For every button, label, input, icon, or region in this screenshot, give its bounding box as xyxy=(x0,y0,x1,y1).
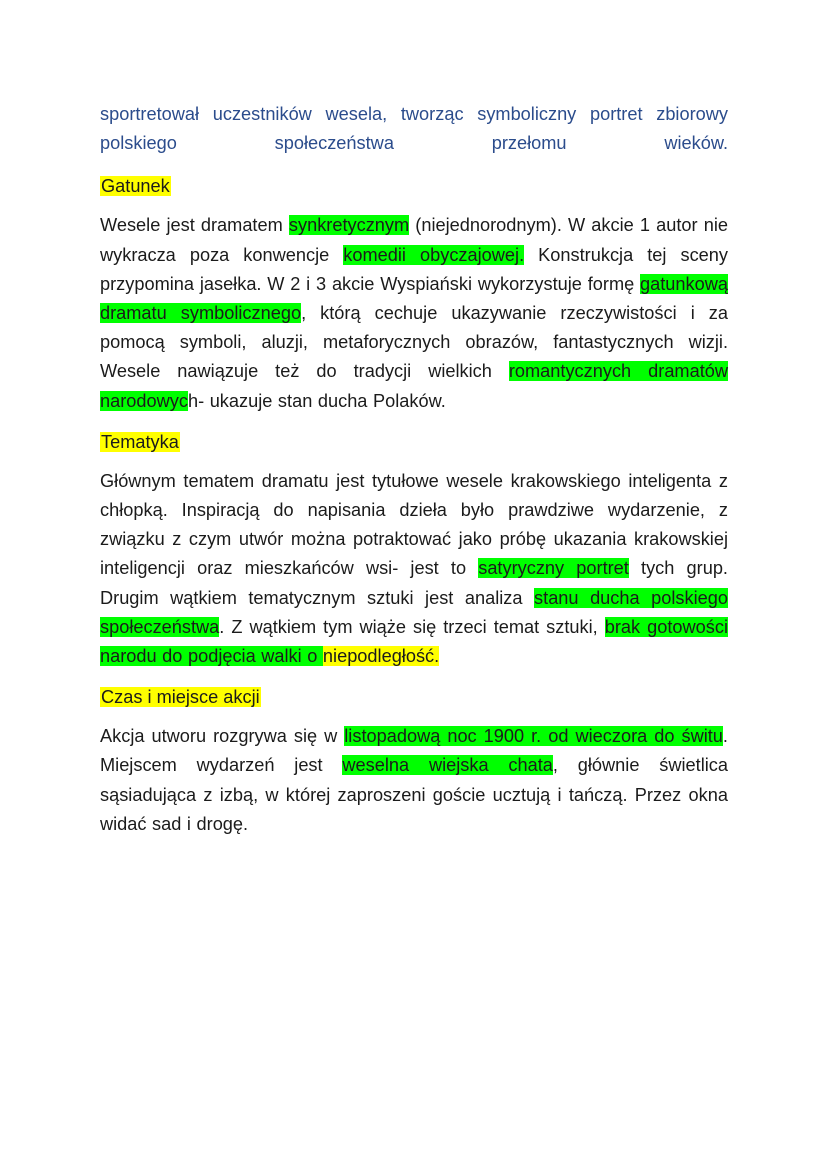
highlighted-text: komedii obyczajowej. xyxy=(343,244,525,265)
body-text: h- ukazuje stan ducha Polaków. xyxy=(187,390,446,411)
body-text: tych grup. Drugim wątkiem tematycznym sztuki jest analiza xyxy=(100,558,728,608)
highlighted-text: brak gotowości narodu do podjęcia walki o xyxy=(100,616,728,667)
section-heading: Gatunek xyxy=(101,176,170,197)
document-page xyxy=(100,100,728,839)
body-text: Konstrukcja tej sceny przypomina jasełka. W 2 i 3 akcie Wyspiański wykorzystuje formę xyxy=(100,244,728,294)
body-text: . Z wątkiem tym wiąże się trzeci temat sztuki, xyxy=(219,616,605,637)
highlighted-text: gatunkową dramatu symbolicznego xyxy=(100,273,728,324)
body-text: Akcja utworu rozgrywa się w xyxy=(100,726,345,747)
highlighted-text: weselna wiejska chata xyxy=(342,755,553,776)
section-heading: Tematyka xyxy=(101,431,179,452)
highlighted-text: synkretycznym xyxy=(288,215,410,236)
section-gatunek xyxy=(100,172,728,415)
section-tematyka xyxy=(100,428,728,671)
section-czas-i-miejsce xyxy=(100,683,728,839)
highlighted-text: stanu ducha polskiego społeczeństwa xyxy=(100,587,728,637)
section-body xyxy=(100,211,728,415)
highlighted-text: listopadową noc 1900 r. od wieczora do świtu xyxy=(344,726,723,747)
highlighted-text: niepodległość. xyxy=(322,646,440,667)
highlighted-text: romantycznych dramatów narodowyc xyxy=(100,361,728,411)
section-body xyxy=(100,722,728,839)
section-body xyxy=(100,467,728,671)
body-text: , którą cechuje ukazywanie rzeczywistości i za pomocą symboli, aluzji, metaforycznych obrazów, fantastycznych wizji. Wesele nawiązuje też do tradycji wielkich xyxy=(100,303,728,382)
body-text: Wesele jest dramatem xyxy=(100,215,289,236)
body-text: , głównie świetlica sąsiadująca z izbą, w której zaproszeni goście ucztują i tańczą. Przez okna widać sad i drogę. xyxy=(100,755,728,834)
section-heading: Czas i miejsce akcji xyxy=(101,687,260,708)
highlighted-text: satyryczny portret xyxy=(478,558,629,579)
body-text: Głównym tematem dramatu jest tytułowe wesele krakowskiego inteligenta z chłopką. Inspiracją do napisania dzieła było prawdziwe wydarzenie, z związku z czym utwór można potraktować jako próbę ukazania krakowskiej inteligencji oraz mieszkańców wsi- jest to xyxy=(100,470,728,579)
intro-paragraph: sportretował uczestników wesela, tworząc symboliczny portret zbiorowy polskiego społeczeństwa przełomu wieków. xyxy=(100,104,728,154)
body-text: (niejednorodnym). W akcie 1 autor nie wykracza poza konwencje xyxy=(100,215,728,265)
body-text: . Miejscem wydarzeń jest xyxy=(100,726,728,776)
